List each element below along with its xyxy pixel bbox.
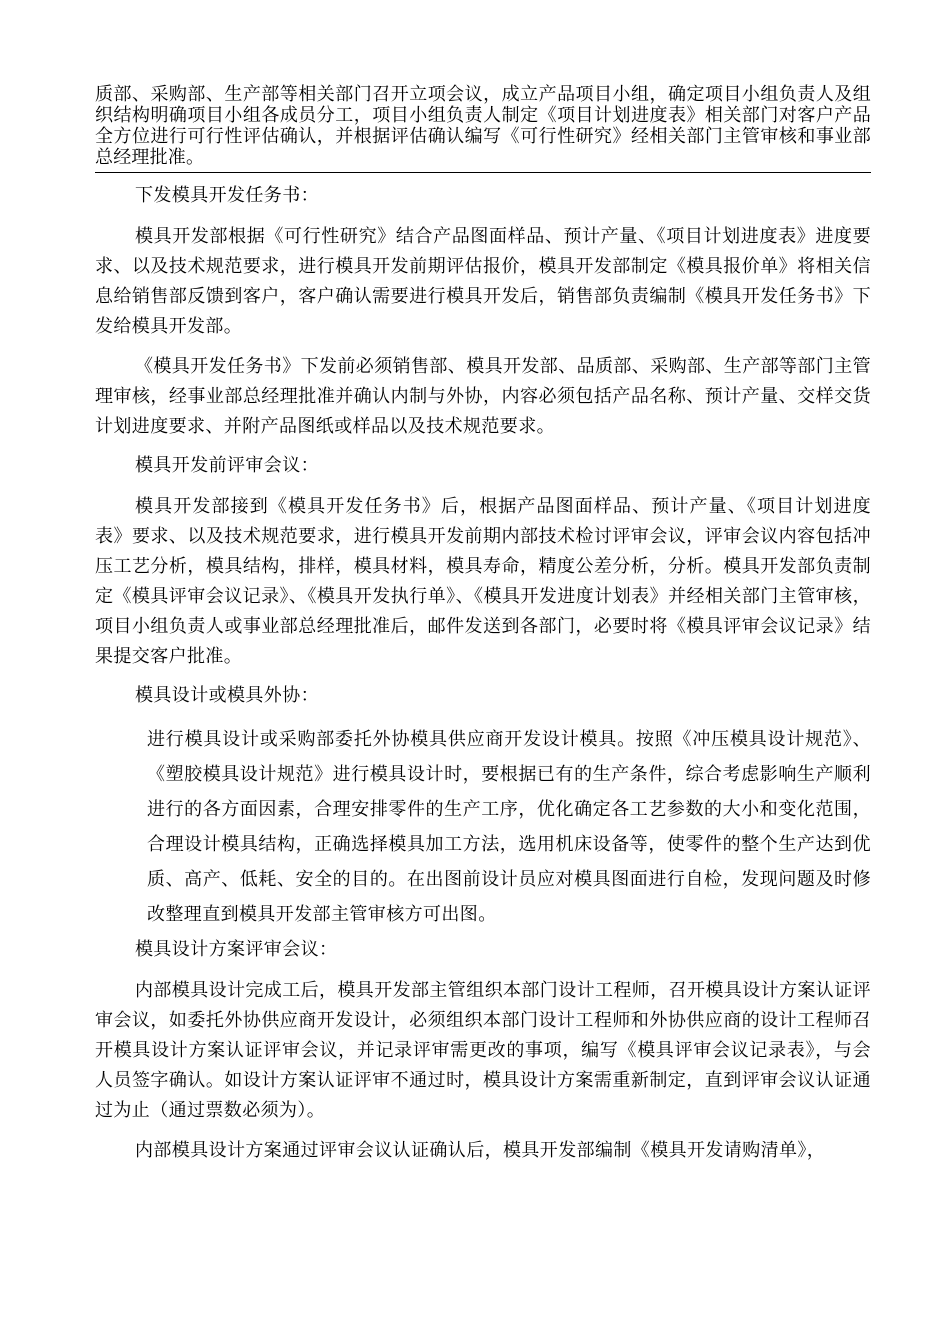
section-heading: 下发模具开发任务书：: [135, 185, 319, 206]
paragraph: 进行模具设计或采购部委托外协模具供应商开发设计模具。按照《冲压模具设计规范》、《塑胶模具设计规范》进行模具设计时，要根据已有的生产条件，综合考虑影响生产顺利进行的各方面因素，合理安排零件的生产工序，优化确定各工艺参数的大小和变化范围，合理设计模具结构，正确选择模具加工方法，选用机床设备等，使零件的整个生产达到优质、高产、低耗、安全的目的。在出图前设计员应对模具图面进行自检，发现问题及时修改整理直到模具开发部主管审核方可出图。: [147, 729, 871, 925]
carryover-paragraph: 质部、采购部、生产部等相关部门召开立项会议，成立产品项目小组，确定项目小组负责人及组织结构明确项目小组各成员分工，项目小组负责人制定《项目计划进度表》相关部门对客户产品全方位进行可行性评估确认，并根据评估确认编写《可行性研究》经相关部门主管审核和事业部总经理批准。: [95, 84, 871, 168]
section-heading: 模具开发前评审会议：: [135, 455, 319, 476]
section-heading: 模具设计方案评审会议：: [135, 939, 338, 960]
horizontal-rule: [95, 172, 871, 173]
section-design-outsource: [95, 682, 871, 932]
document-body: [95, 182, 871, 1174]
section-pre-review: [95, 452, 871, 672]
paragraph: 模具开发部接到《模具开发任务书》后，根据产品图面样品、预计产量、《项目计划进度表》要求、以及技术规范要求，进行模具开发前期内部技术检讨评审会议，评审会议内容包括冲压工艺分析，模具结构，排样，模具材料，模具寿命，精度公差分析，分析。模具开发部负责制定《模具评审会议记录》、《模具开发执行单》、《模具开发进度计划表》并经相关部门主管审核，项目小组负责人或事业部总经理批准后，邮件发送到各部门，必要时将《模具评审会议记录》结果提交客户批准。: [95, 496, 871, 667]
paragraph: 内部模具设计方案通过评审会议认证确认后，模具开发部编制《模具开发请购清单》，: [135, 1140, 826, 1161]
section-design-review: [95, 936, 871, 1166]
section-task-issue: [95, 182, 871, 442]
section-heading: 模具设计或模具外协：: [135, 685, 319, 706]
paragraph: 内部模具设计完成工后，模具开发部主管组织本部门设计工程师，召开模具设计方案认证评审会议，如委托外协供应商开发设计，必须组织本部门设计工程师和外协供应商的设计工程师召开模具设计方案认证评审会议，并记录评审需更改的事项，编写《模具评审会议记录表》，与会人员签字确认。如设计方案认证评审不通过时，模具设计方案需重新制定，直到评审会议认证通过为止（通过票数必须为）。: [95, 980, 871, 1121]
paragraph: 《模具开发任务书》下发前必须销售部、模具开发部、品质部、采购部、生产部等部门主管理审核，经事业部总经理批准并确认内制与外协，内容必须包括产品名称、预计产量、交样交货计划进度要求、并附产品图纸或样品以及技术规范要求。: [95, 356, 871, 437]
paragraph: 模具开发部根据《可行性研究》结合产品图面样品、预计产量、《项目计划进度表》进度要求、以及技术规范要求，进行模具开发前期评估报价，模具开发部制定《模具报价单》将相关信息给销售部反馈到客户，客户确认需要进行模具开发后，销售部负责编制《模具开发任务书》下发给模具开发部。: [95, 226, 871, 337]
